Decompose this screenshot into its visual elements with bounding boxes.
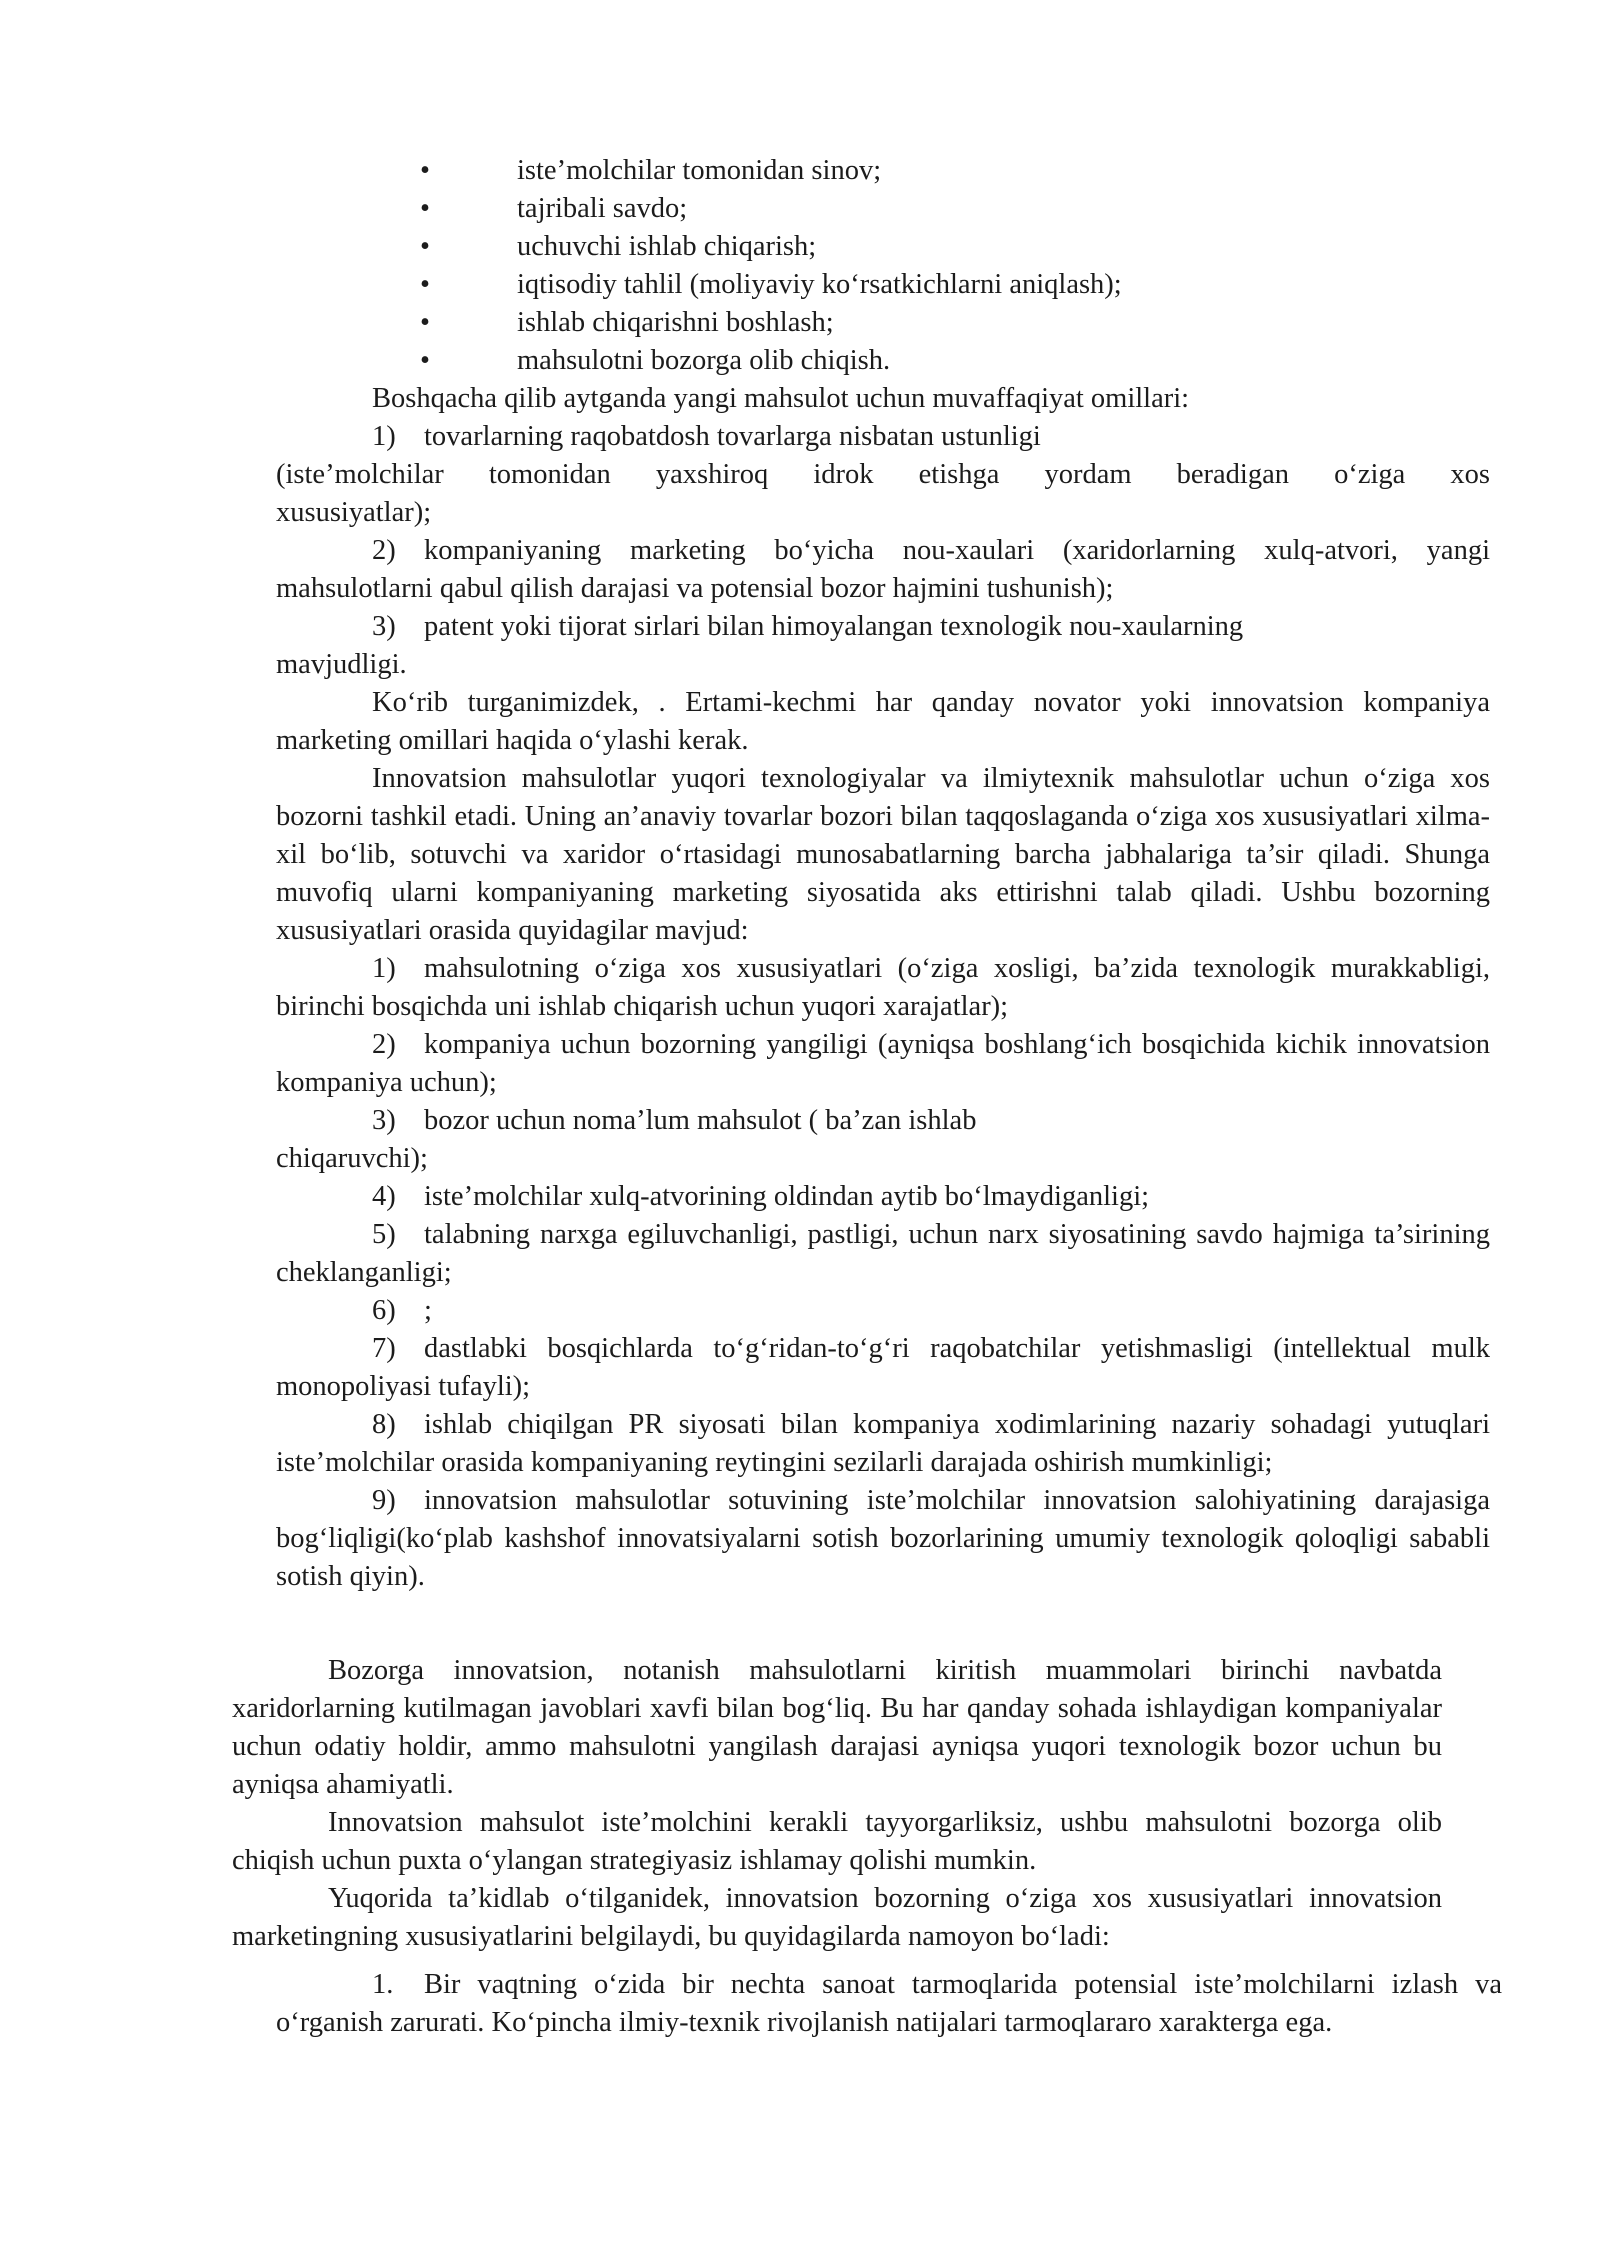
bullet-icon: • [420,307,430,338]
stage-bullet-list [420,152,1520,380]
marketing-points-block [276,1966,1502,2042]
feature-item-6: 6) ; [372,1295,432,1326]
factor-item-1: 1) tovarlarning raqobatdosh tovarlarga nisbatan ustunligi [372,421,1041,452]
list-item: • ishlab chiqarishni boshlash; [420,304,1520,342]
feature-item-2: 2) kompaniya uchun bozorning yangiligi (ayniqsa boshlang‘ich bosqichida kichik innovatsion kompaniya uchun); [276,1029,1490,1098]
feature-item-1: 1) mahsulotning o‘ziga xos xususiyatlari (o‘ziga xosligi, ba’zida texnologik murakkabligi, birinchi bosqichda uni ishlab chiqarish uchun yuqori xarajatlar); [276,953,1490,1022]
main-text-block [276,380,1490,1596]
paragraph-bozorga: Bozorga innovatsion, notanish mahsulotlarni kiritish muammolari birinchi navbatda xaridorlarning kutilmagan javoblari xavfi bilan bog‘liq. Bu har qanday sohada ishlaydigan kompaniyalar uchun odatiy holdir, ammo mahsulotni yangilash darajasi ayniqsa yuqori texnologik bozor uchun bu ayniqsa ahamiyatli. [232,1655,1442,1800]
feature-item-7: 7) dastlabki bosqichlarda to‘g‘ridan-to‘g‘ri raqobatchilar yetishmasligi (intellektual mulk monopoliyasi tufayli); [276,1333,1490,1402]
factor-item-1-cont2: xususiyatlar); [276,497,432,528]
feature-item-3: 3) bozor uchun noma’lum mahsulot ( ba’zan ishlab [372,1105,977,1136]
bullet-icon: • [420,155,430,186]
feature-item-4: 4) iste’molchilar xulq-atvorining oldindan aytib bo‘lmaydiganligi; [372,1181,1150,1212]
bullet-icon: • [420,345,430,376]
intro-paragraph: Boshqacha qilib aytganda yangi mahsulot uchun muvaffaqiyat omillari: [372,383,1190,414]
factor-item-2: 2) kompaniyaning marketing bo‘yicha nou-xaulari (xaridorlarning xulq-atvori, yangi mahsulotlarni qabul qilish darajasi va potensial bozor hajmini tushunish); [276,535,1490,604]
list-item: • tajribali savdo; [420,190,1520,228]
list-item: • iste’molchilar tomonidan sinov; [420,152,1520,190]
feature-item-3-cont: chiqaruvchi); [276,1143,428,1174]
factor-item-3: 3) patent yoki tijorat sirlari bilan himoyalangan texnologik nou-xaularning [372,611,1244,642]
feature-item-8: 8) ishlab chiqilgan PR siyosati bilan kompaniya xodimlarining nazariy sohadagi yutuqlari iste’molchilar orasida kompaniyaning reytingini sezilarli darajada oshirish mumkinligi; [276,1409,1490,1478]
list-item: • mahsulotni bozorga olib chiqish. [420,342,1520,380]
factor-item-3-cont: mavjudligi. [276,649,407,680]
list-item: • uchuvchi ishlab chiqarish; [420,228,1520,266]
paragraph-innovatsion-mahsulotlar: Innovatsion mahsulotlar yuqori texnologiyalar va ilmiytexnik mahsulotlar uchun o‘ziga xos bozorni tashkil etadi. Uning an’anaviy tovarlar bozori bilan taqqoslaganda o‘ziga xos xususiyatlari xilma-xil bo‘lib, sotuvchi va xaridor o‘rtasidagi munosabatlarning barcha jabhalariga ta’sir qiladi. Shunga muvofiq ularni kompaniyaning marketing siyosatida aks ettirishni talab qiladi. Ushbu bozorning xususiyatlari orasida quyidagilar mavjud: [276,763,1490,946]
feature-item-9: 9) innovatsion mahsulotlar sotuvining iste’molchilar innovatsion salohiyatining darajasiga bog‘liqligi(ko‘plab kashshof innovatsiyalarni sotish bozorlarining umumiy texnologik qoloqligi sababli sotish qiyin). [276,1485,1490,1592]
paragraph-innovatsion-mahsulot: Innovatsion mahsulot iste’molchini kerakli tayyorgarliksiz, ushbu mahsulotni bozorga olib chiqish uchun puxta o‘ylangan strategiyasiz ishlamay qolishi mumkin. [232,1807,1442,1876]
marketing-point-1: 1. Bir vaqtning o‘zida bir nechta sanoat tarmoqlarida potensial iste’molchilarni izlash va o‘rganish zarurati. Ko‘pincha ilmiy-texnik rivojlanish natijalari tarmoqlararo xarakterga ega. [276,1969,1502,2038]
feature-item-5: 5) talabning narxga egiluvchanligi, pastligi, uchun narx siyosatining savdo hajmiga ta’sirining cheklanganligi; [276,1219,1490,1288]
paragraph-yuqorida: Yuqorida ta’kidlab o‘tilganidek, innovatsion bozorning o‘ziga xos xususiyatlari innovatsion marketingning xususiyatlarini belgilaydi, bu quyidagilarda namoyon bo‘ladi: [232,1883,1442,1952]
paragraph-korib: Ko‘rib turganimizdek, . Ertami-kechmi har qanday novator yoki innovatsion kompaniya marketing omillari haqida o‘ylashi kerak. [276,687,1490,756]
bullet-icon: • [420,269,430,300]
market-text-block [232,1652,1442,1956]
bullet-icon: • [420,193,430,224]
factor-item-1-cont: (iste’molchilar tomonidan yaxshiroq idrok etishga yordam beradigan o‘ziga xos [276,459,1490,490]
bullet-icon: • [420,231,430,262]
list-item: • iqtisodiy tahlil (moliyaviy ko‘rsatkichlarni aniqlash); [420,266,1520,304]
